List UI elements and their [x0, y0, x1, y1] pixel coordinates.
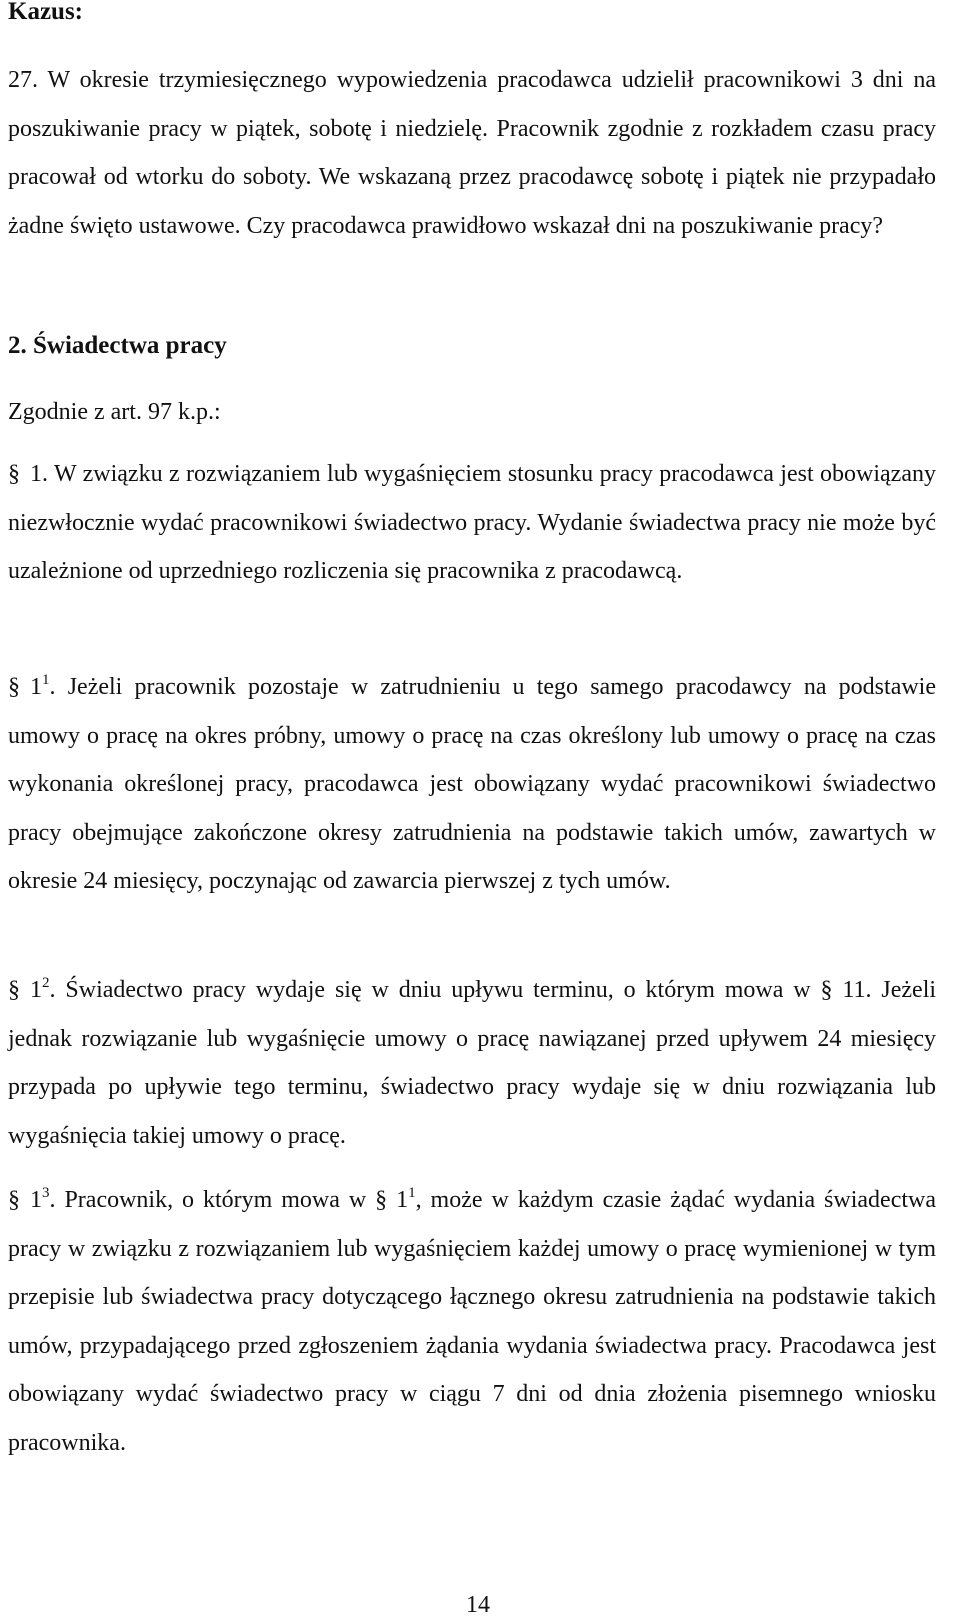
paragraph-1-3 — [8, 1176, 936, 1467]
paragraph-number: 1. — [30, 461, 48, 487]
paragraph-text: Jeżeli pracownik pozostaje w zatrudnieniu u tego samego pracodawcy na podstawie umowy o pracę na okres próbny, umowy o pracę na czas określony lub umowy o pracę na czas wykonania określonej pracy, pracodawca jest obowiązany wydać pracownikowi świadectwo pracy obejmujące zakończone okresy zatrudnienia na podstawie takich umów, zawartych w okresie 24 miesięcy, poczynając od zawarcia pierwszej z tych umów. — [8, 674, 936, 894]
paragraph-text-a: Pracownik, o którym mowa w — [64, 1187, 367, 1213]
paragraph-number: 1 — [30, 977, 42, 1003]
paragraph-1-2 — [8, 966, 936, 1160]
paragraph-text-b: 11. Jeżeli jednak rozwiązanie lub wygaśnięcie umowy o pracę nawiązanej przed upływem 24 miesięcy przypada po upływie tego terminu, świadectwo pracy wydaje się w dniu rozwiązania lub wygaśnięcia takiej umowy o pracę. — [8, 977, 937, 1149]
paragraph-superscript: 1 — [42, 672, 50, 688]
section-sign-reference: § — [375, 1187, 388, 1213]
section-sign: § — [8, 461, 20, 487]
paragraph-1-1 — [8, 663, 936, 906]
paragraph-number-suffix: . — [49, 674, 56, 700]
paragraph-number: 1 — [30, 674, 42, 700]
paragraph-text: W związku z rozwiązaniem lub wygaśnięciem stosunku pracy pracodawca jest obowiązany niezwłocznie wydać pracownikowi świadectwo pracy. Wydanie świadectwa pracy nie może być uzależnione od uprzedniego rozliczenia się pracownika z pracodawcą. — [8, 461, 936, 584]
paragraph-superscript: 2 — [42, 975, 50, 991]
paragraph-number-suffix: . — [49, 1187, 56, 1213]
case-number: 27. — [8, 67, 38, 93]
section-intro: Zgodnie z art. 97 k.p.: — [8, 399, 221, 425]
paragraph-text-b: , może w każdym czasie żądać wydania świadectwa pracy w związku z rozwiązaniem lub wygaśnięciem każdej umowy o pracę wymienionej w tym przepisie lub świadectwa pracy dotyczącego łącznego okresu zatrudnienia na podstawie takich umów, przypadającego przed zgłoszeniem żądania wydania świadectwa pracy. Pracodawca jest obowiązany wydać świadectwo pracy w ciągu 7 dni od dnia złożenia pisemnego wniosku pracownika. — [8, 1187, 936, 1456]
section-title: 2. Świadectwa pracy — [8, 332, 227, 359]
case-text: W okresie trzymiesięcznego wypowiedzenia pracodawca udzielił pracownikowi 3 dni na poszukiwanie pracy w piątek, sobotę i niedzielę. Pracownik zgodnie z rozkładem czasu pracy pracował od wtorku do soboty. We wskazaną przez pracodawcę sobotę i piątek nie przypadało żadne święto ustawowe. Czy pracodawca prawidłowo wskazał dni na poszukiwanie pracy? — [8, 67, 936, 239]
paragraph-text-a: Świadectwo pracy wydaje się w dniu upływu terminu, o którym mowa w — [65, 977, 811, 1003]
section-sign: § — [8, 674, 20, 700]
section-sign: § — [8, 1187, 20, 1213]
reference-superscript: 1 — [408, 1185, 416, 1201]
kazus-heading: Kazus: — [8, 0, 83, 25]
reference-number: 1 — [396, 1187, 409, 1213]
page-number: 14 — [466, 1592, 490, 1618]
case-paragraph — [8, 56, 936, 250]
section-sign-reference: § — [820, 977, 833, 1003]
paragraph-number-suffix: . — [49, 977, 56, 1003]
section-sign: § — [8, 977, 20, 1003]
paragraph-superscript: 3 — [42, 1185, 50, 1201]
paragraph-number: 1 — [30, 1187, 42, 1213]
paragraph-1 — [8, 450, 936, 596]
